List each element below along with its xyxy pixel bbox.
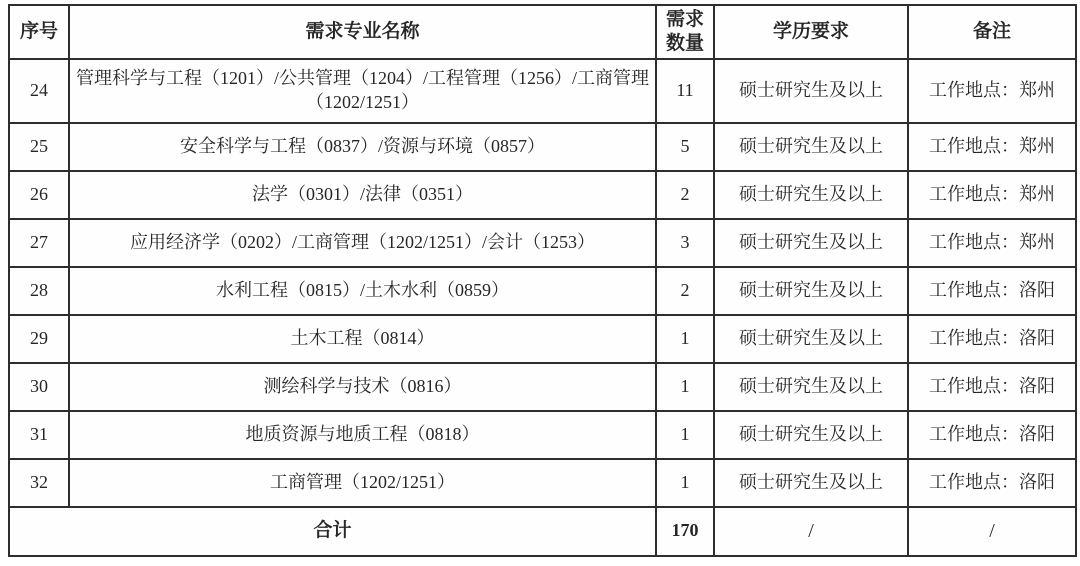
row-education: 硕士研究生及以上 bbox=[714, 459, 908, 507]
row-index: 29 bbox=[9, 315, 69, 363]
row-index: 32 bbox=[9, 459, 69, 507]
header-major: 需求专业名称 bbox=[69, 5, 656, 59]
row-major: 水利工程（0815）/土木水利（0859） bbox=[69, 267, 656, 315]
row-index: 25 bbox=[9, 123, 69, 171]
requirements-table-container bbox=[8, 4, 1077, 557]
row-major: 应用经济学（0202）/工商管理（1202/1251）/会计（1253） bbox=[69, 219, 656, 267]
table-row bbox=[9, 267, 1076, 315]
row-index: 27 bbox=[9, 219, 69, 267]
row-quantity: 1 bbox=[656, 459, 714, 507]
row-education: 硕士研究生及以上 bbox=[714, 363, 908, 411]
table-row bbox=[9, 459, 1076, 507]
total-education-slash: / bbox=[714, 507, 908, 556]
row-quantity: 2 bbox=[656, 171, 714, 219]
row-index: 30 bbox=[9, 363, 69, 411]
total-row bbox=[9, 507, 1076, 556]
row-quantity: 2 bbox=[656, 267, 714, 315]
row-index: 31 bbox=[9, 411, 69, 459]
row-quantity: 1 bbox=[656, 411, 714, 459]
total-quantity: 170 bbox=[656, 507, 714, 556]
row-remark: 工作地点：洛阳 bbox=[908, 315, 1076, 363]
table-row bbox=[9, 315, 1076, 363]
table-row bbox=[9, 59, 1076, 123]
row-major: 测绘科学与技术（0816） bbox=[69, 363, 656, 411]
row-major: 法学（0301）/法律（0351） bbox=[69, 171, 656, 219]
row-quantity: 1 bbox=[656, 363, 714, 411]
total-remark-slash: / bbox=[908, 507, 1076, 556]
table-row bbox=[9, 171, 1076, 219]
header-education: 学历要求 bbox=[714, 5, 908, 59]
row-major: 工商管理（1202/1251） bbox=[69, 459, 656, 507]
row-quantity: 11 bbox=[656, 59, 714, 123]
row-quantity: 5 bbox=[656, 123, 714, 171]
row-education: 硕士研究生及以上 bbox=[714, 171, 908, 219]
row-major: 管理科学与工程（1201）/公共管理（1204）/工程管理（1256）/工商管理（1202/1251） bbox=[69, 59, 656, 123]
row-index: 26 bbox=[9, 171, 69, 219]
row-remark: 工作地点：洛阳 bbox=[908, 267, 1076, 315]
table-row bbox=[9, 219, 1076, 267]
row-education: 硕士研究生及以上 bbox=[714, 315, 908, 363]
row-education: 硕士研究生及以上 bbox=[714, 219, 908, 267]
row-major: 安全科学与工程（0837）/资源与环境（0857） bbox=[69, 123, 656, 171]
table-row bbox=[9, 411, 1076, 459]
header-index: 序号 bbox=[9, 5, 69, 59]
table-row bbox=[9, 363, 1076, 411]
row-education: 硕士研究生及以上 bbox=[714, 411, 908, 459]
header-quantity: 需求数量 bbox=[656, 5, 714, 59]
row-education: 硕士研究生及以上 bbox=[714, 267, 908, 315]
total-label: 合计 bbox=[9, 507, 656, 556]
row-education: 硕士研究生及以上 bbox=[714, 123, 908, 171]
row-quantity: 1 bbox=[656, 315, 714, 363]
row-index: 24 bbox=[9, 59, 69, 123]
table-row bbox=[9, 123, 1076, 171]
requirements-table bbox=[8, 4, 1077, 557]
header-remark: 备注 bbox=[908, 5, 1076, 59]
row-remark: 工作地点：郑州 bbox=[908, 59, 1076, 123]
row-remark: 工作地点：洛阳 bbox=[908, 363, 1076, 411]
table-header-row bbox=[9, 5, 1076, 59]
row-remark: 工作地点：郑州 bbox=[908, 171, 1076, 219]
row-index: 28 bbox=[9, 267, 69, 315]
row-education: 硕士研究生及以上 bbox=[714, 59, 908, 123]
row-remark: 工作地点：郑州 bbox=[908, 219, 1076, 267]
row-quantity: 3 bbox=[656, 219, 714, 267]
row-remark: 工作地点：郑州 bbox=[908, 123, 1076, 171]
row-remark: 工作地点：洛阳 bbox=[908, 459, 1076, 507]
row-major: 地质资源与地质工程（0818） bbox=[69, 411, 656, 459]
row-major: 土木工程（0814） bbox=[69, 315, 656, 363]
row-remark: 工作地点：洛阳 bbox=[908, 411, 1076, 459]
